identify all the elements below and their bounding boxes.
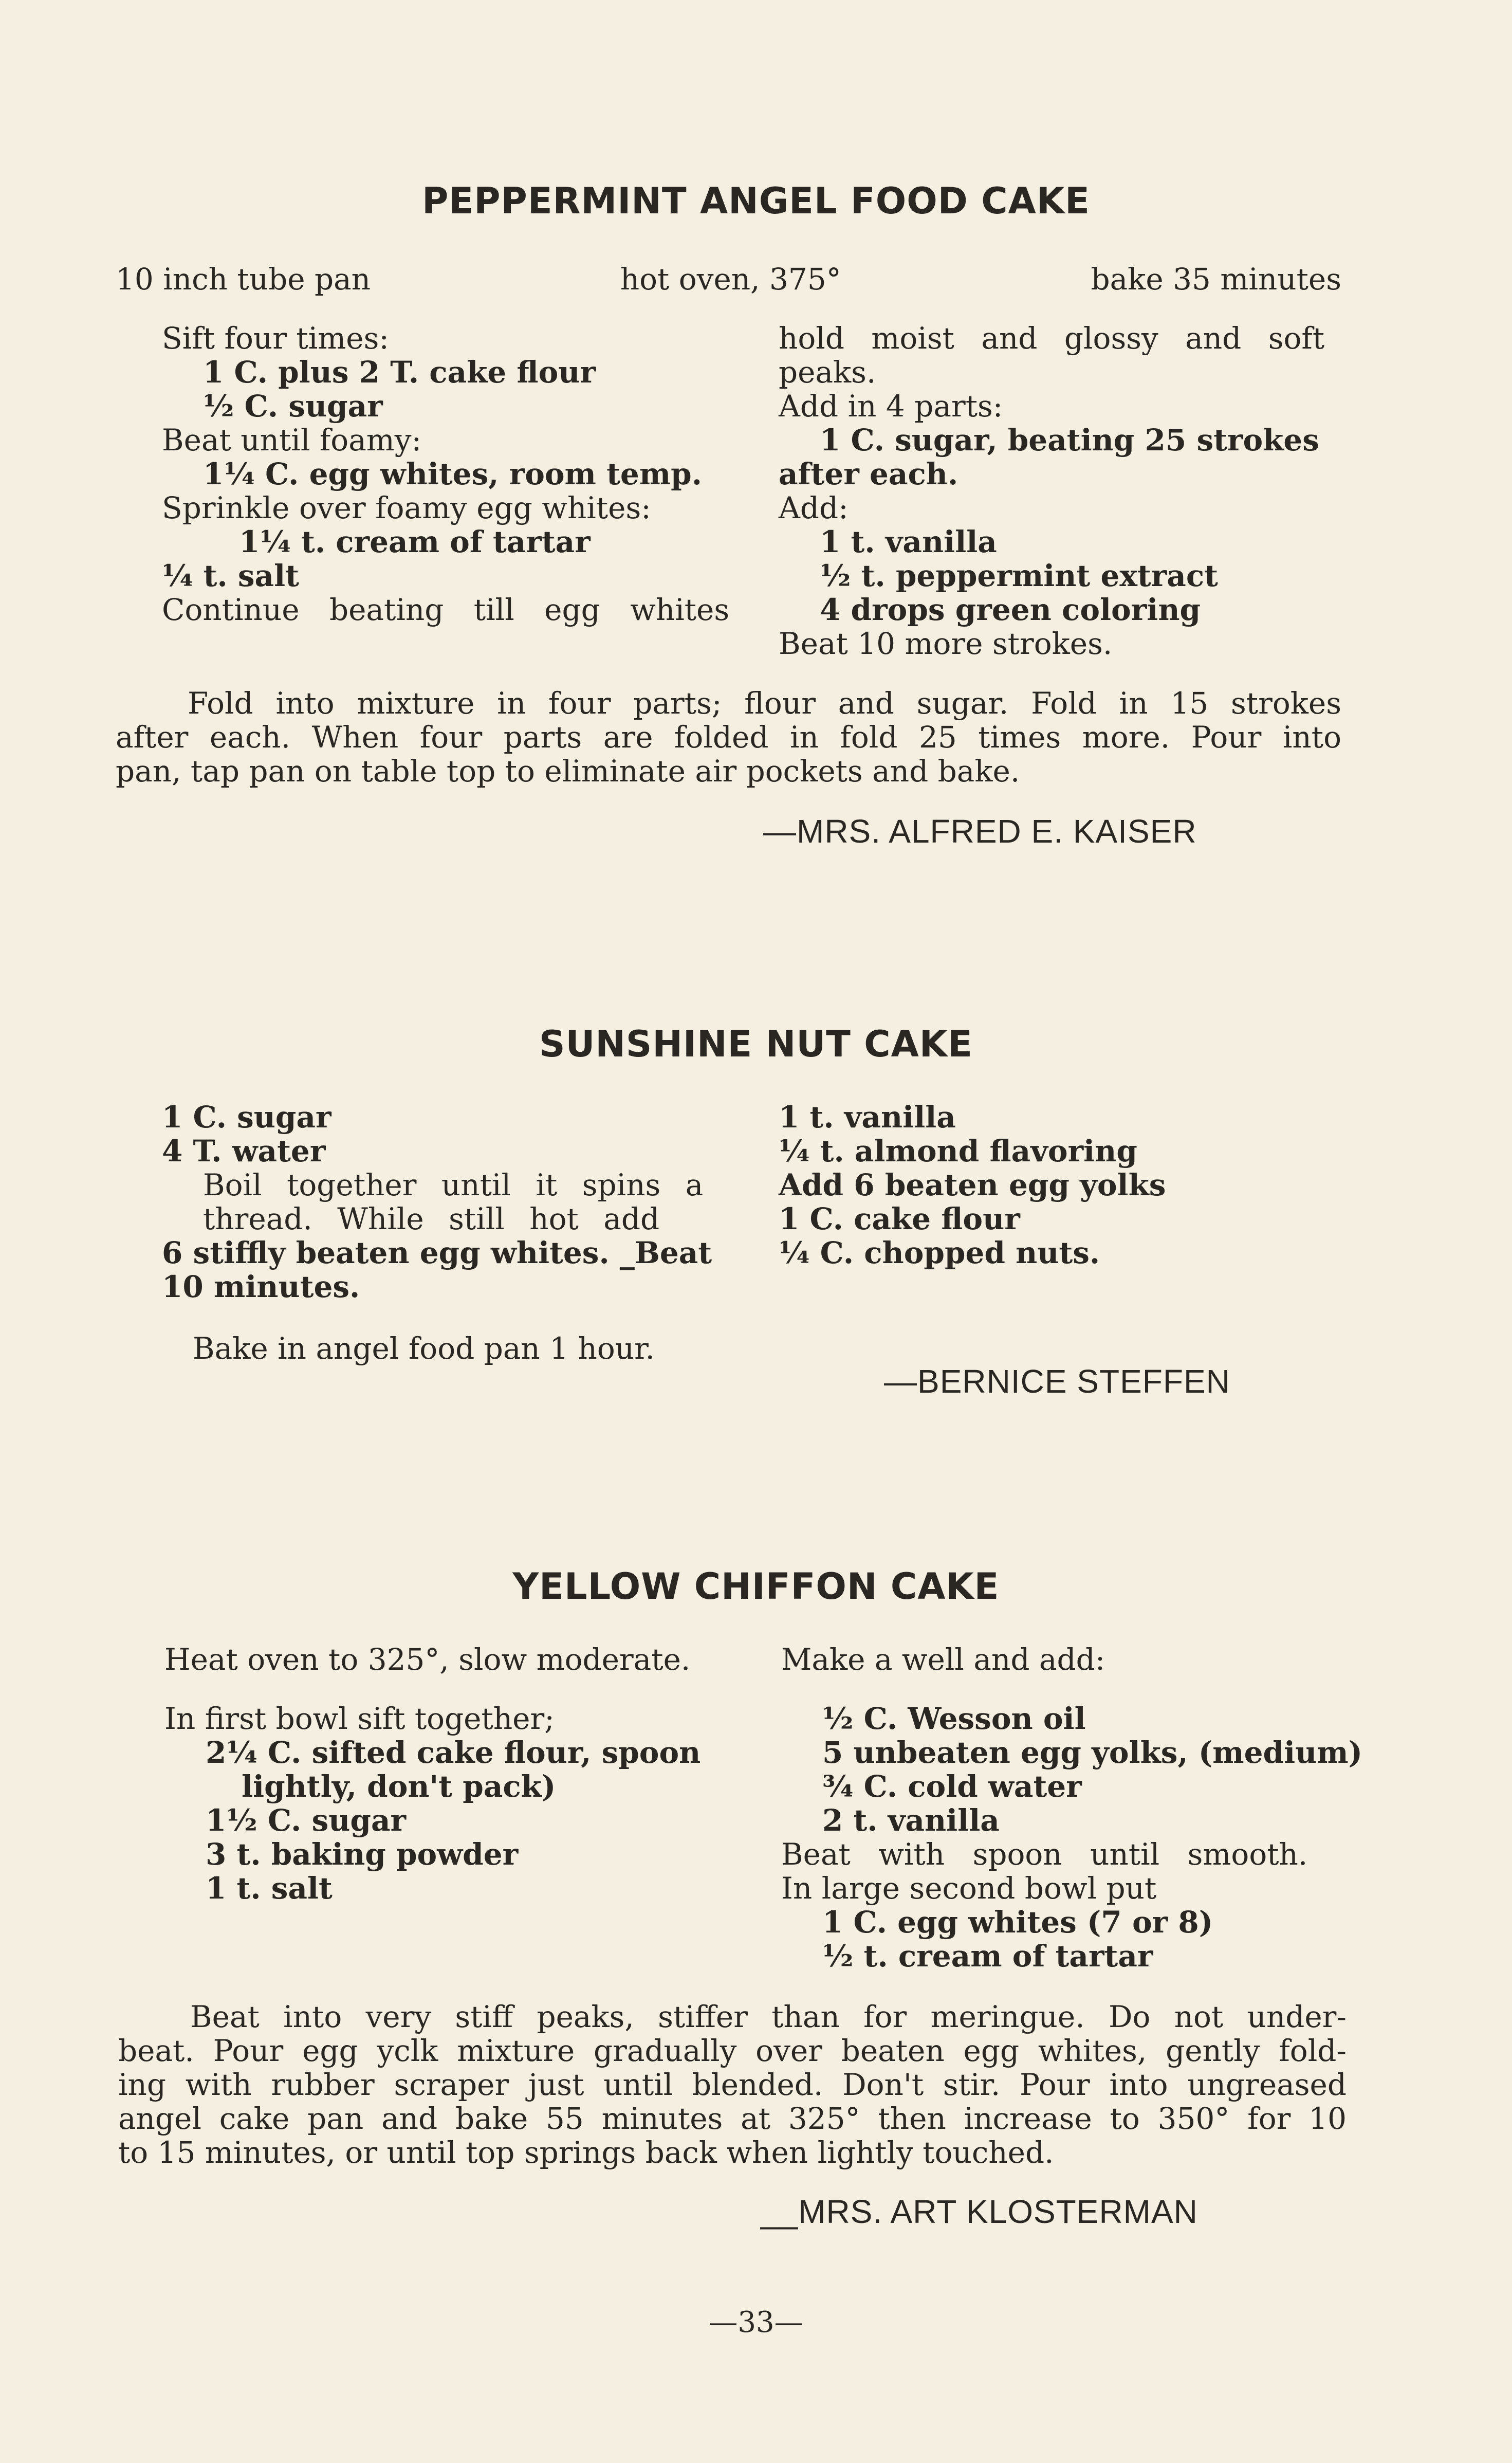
ingredient-line: 2 t. vanilla <box>822 1803 1000 1838</box>
pan-size: 10 inch tube pan <box>116 262 371 297</box>
recipe-title: SUNSHINE NUT CAKE <box>539 1023 973 1065</box>
ingredient-line: ½ t. cream of tartar <box>822 1939 1153 1974</box>
instruction-line: Beat with spoon until smooth. <box>781 1837 1308 1872</box>
instruction-line: Sift four times: <box>162 321 389 356</box>
ingredient-line: 1 t. salt <box>206 1871 333 1906</box>
ingredients-left-column <box>162 321 730 627</box>
ingredient-line: 1¼ C. egg whites, room temp. <box>203 457 702 491</box>
method-paragraph <box>116 686 1341 788</box>
ingredient-line: 1 C. sugar, beating 25 strokes <box>820 423 1319 458</box>
ingredient-line: ¼ C. chopped nuts. <box>779 1235 1100 1270</box>
instruction-line: hold moist and glossy and soft <box>779 321 1325 356</box>
instruction-line: In large second bowl put <box>781 1871 1157 1906</box>
ingredients-left-column <box>162 1100 727 1304</box>
ingredient-line: ½ C. Wesson oil <box>822 1701 1086 1736</box>
ingredients-right-column <box>781 1701 1363 1974</box>
recipe-title: YELLOW CHIFFON CAKE <box>512 1565 1000 1608</box>
ingredient-line: 6 stiffly beaten egg whites. _Beat <box>162 1235 712 1270</box>
paragraph-line: Fold into mixture in four parts; flour and sugar. Fold in 15 strokes <box>188 686 1341 721</box>
ingredient-line: ½ C. sugar <box>203 389 383 424</box>
ingredient-line: 10 minutes. <box>162 1269 360 1304</box>
recipe-signature: —MRS. ALFRED E. KAISER <box>763 813 1197 850</box>
ingredient-line: 1 C. cake flour <box>779 1201 1020 1236</box>
ingredient-line: 1 t. vanilla <box>779 1100 956 1135</box>
instruction-line: Make a well and add: <box>781 1642 1105 1677</box>
paragraph-line: angel cake pan and bake 55 minutes at 325° then increase to 350° for 10 <box>118 2101 1347 2136</box>
ingredients-left-column <box>164 1702 730 1905</box>
ingredients-right-column <box>779 1100 1341 1270</box>
instruction-line: Beat until foamy: <box>162 423 422 458</box>
recipe-signature: —BERNICE STEFFEN <box>884 1363 1230 1400</box>
method-paragraph <box>118 2000 1347 2169</box>
instruction-line: thread. While still hot add <box>203 1201 660 1236</box>
ingredient-line: ½ t. peppermint extract <box>820 558 1218 593</box>
instruction-line: Beat 10 more strokes. <box>779 626 1113 661</box>
instruction-line: Boil together until it spins a <box>203 1167 704 1202</box>
ingredient-line: ¾ C. cold water <box>822 1769 1082 1804</box>
oven-instruction: Heat oven to 325°, slow moderate. <box>164 1642 691 1677</box>
ingredient-line: 1 C. sugar <box>162 1100 331 1135</box>
paragraph-line: after each. When four parts are folded in fold 25 times more. Pour into <box>116 720 1341 755</box>
ingredient-line: 2¼ C. sifted cake flour, spoon <box>206 1735 701 1770</box>
ingredient-line: lightly, don't pack) <box>242 1769 556 1804</box>
instruction-line: Sprinkle over foamy egg whites: <box>162 490 651 525</box>
ingredient-line: 1 t. vanilla <box>820 524 997 559</box>
ingredient-line: ¼ t. almond flavoring <box>779 1134 1137 1169</box>
ingredient-line: 4 drops green coloring <box>820 592 1201 627</box>
instruction-line: Continue beating till egg whites <box>162 592 730 627</box>
recipe-header-line <box>116 262 1341 296</box>
instruction-line: In first bowl sift together; <box>164 1701 555 1736</box>
instruction-line: Add: <box>779 490 849 525</box>
paragraph-line: to 15 minutes, or until top springs back when lightly touched. <box>118 2135 1054 2170</box>
instruction-line: peaks. <box>779 355 876 390</box>
recipe-title: PEPPERMINT ANGEL FOOD CAKE <box>422 180 1090 222</box>
instruction-line: Add in 4 parts: <box>779 389 1003 424</box>
ingredient-line: 1¼ t. cream of tartar <box>239 524 591 559</box>
bake-time: bake 35 minutes <box>1091 262 1341 297</box>
bake-note: Bake in angel food pan 1 hour. <box>193 1331 655 1366</box>
paragraph-line: pan, tap pan on table top to eliminate air pockets and bake. <box>116 754 1020 789</box>
paragraph-line: beat. Pour egg yclk mixture gradually over beaten egg whites, gently fold- <box>118 2033 1347 2068</box>
page-number: —33— <box>709 2306 803 2339</box>
ingredient-line: 4 T. water <box>162 1134 326 1169</box>
ingredient-line: 1 C. plus 2 T. cake flour <box>203 355 596 390</box>
ingredient-line: Add 6 beaten egg yolks <box>779 1167 1166 1202</box>
ingredient-line: 3 t. baking powder <box>206 1837 519 1872</box>
ingredients-right-column <box>779 321 1341 661</box>
ingredient-line: 1 C. egg whites (7 or 8) <box>822 1905 1213 1940</box>
ingredient-line: 5 unbeaten egg yolks, (medium) <box>822 1735 1363 1770</box>
oven-temp: hot oven, 375° <box>620 262 841 297</box>
ingredient-line: ¼ t. salt <box>162 558 299 593</box>
paragraph-line: ing with rubber scraper just until blended. Don't stir. Pour into ungreased <box>118 2067 1347 2102</box>
recipe-signature: __MRS. ART KLOSTERMAN <box>761 2193 1198 2230</box>
ingredient-line: 1½ C. sugar <box>206 1803 407 1838</box>
paragraph-line: Beat into very stiff peaks, stiffer than for meringue. Do not under- <box>190 1999 1347 2034</box>
ingredient-line: after each. <box>779 457 958 491</box>
